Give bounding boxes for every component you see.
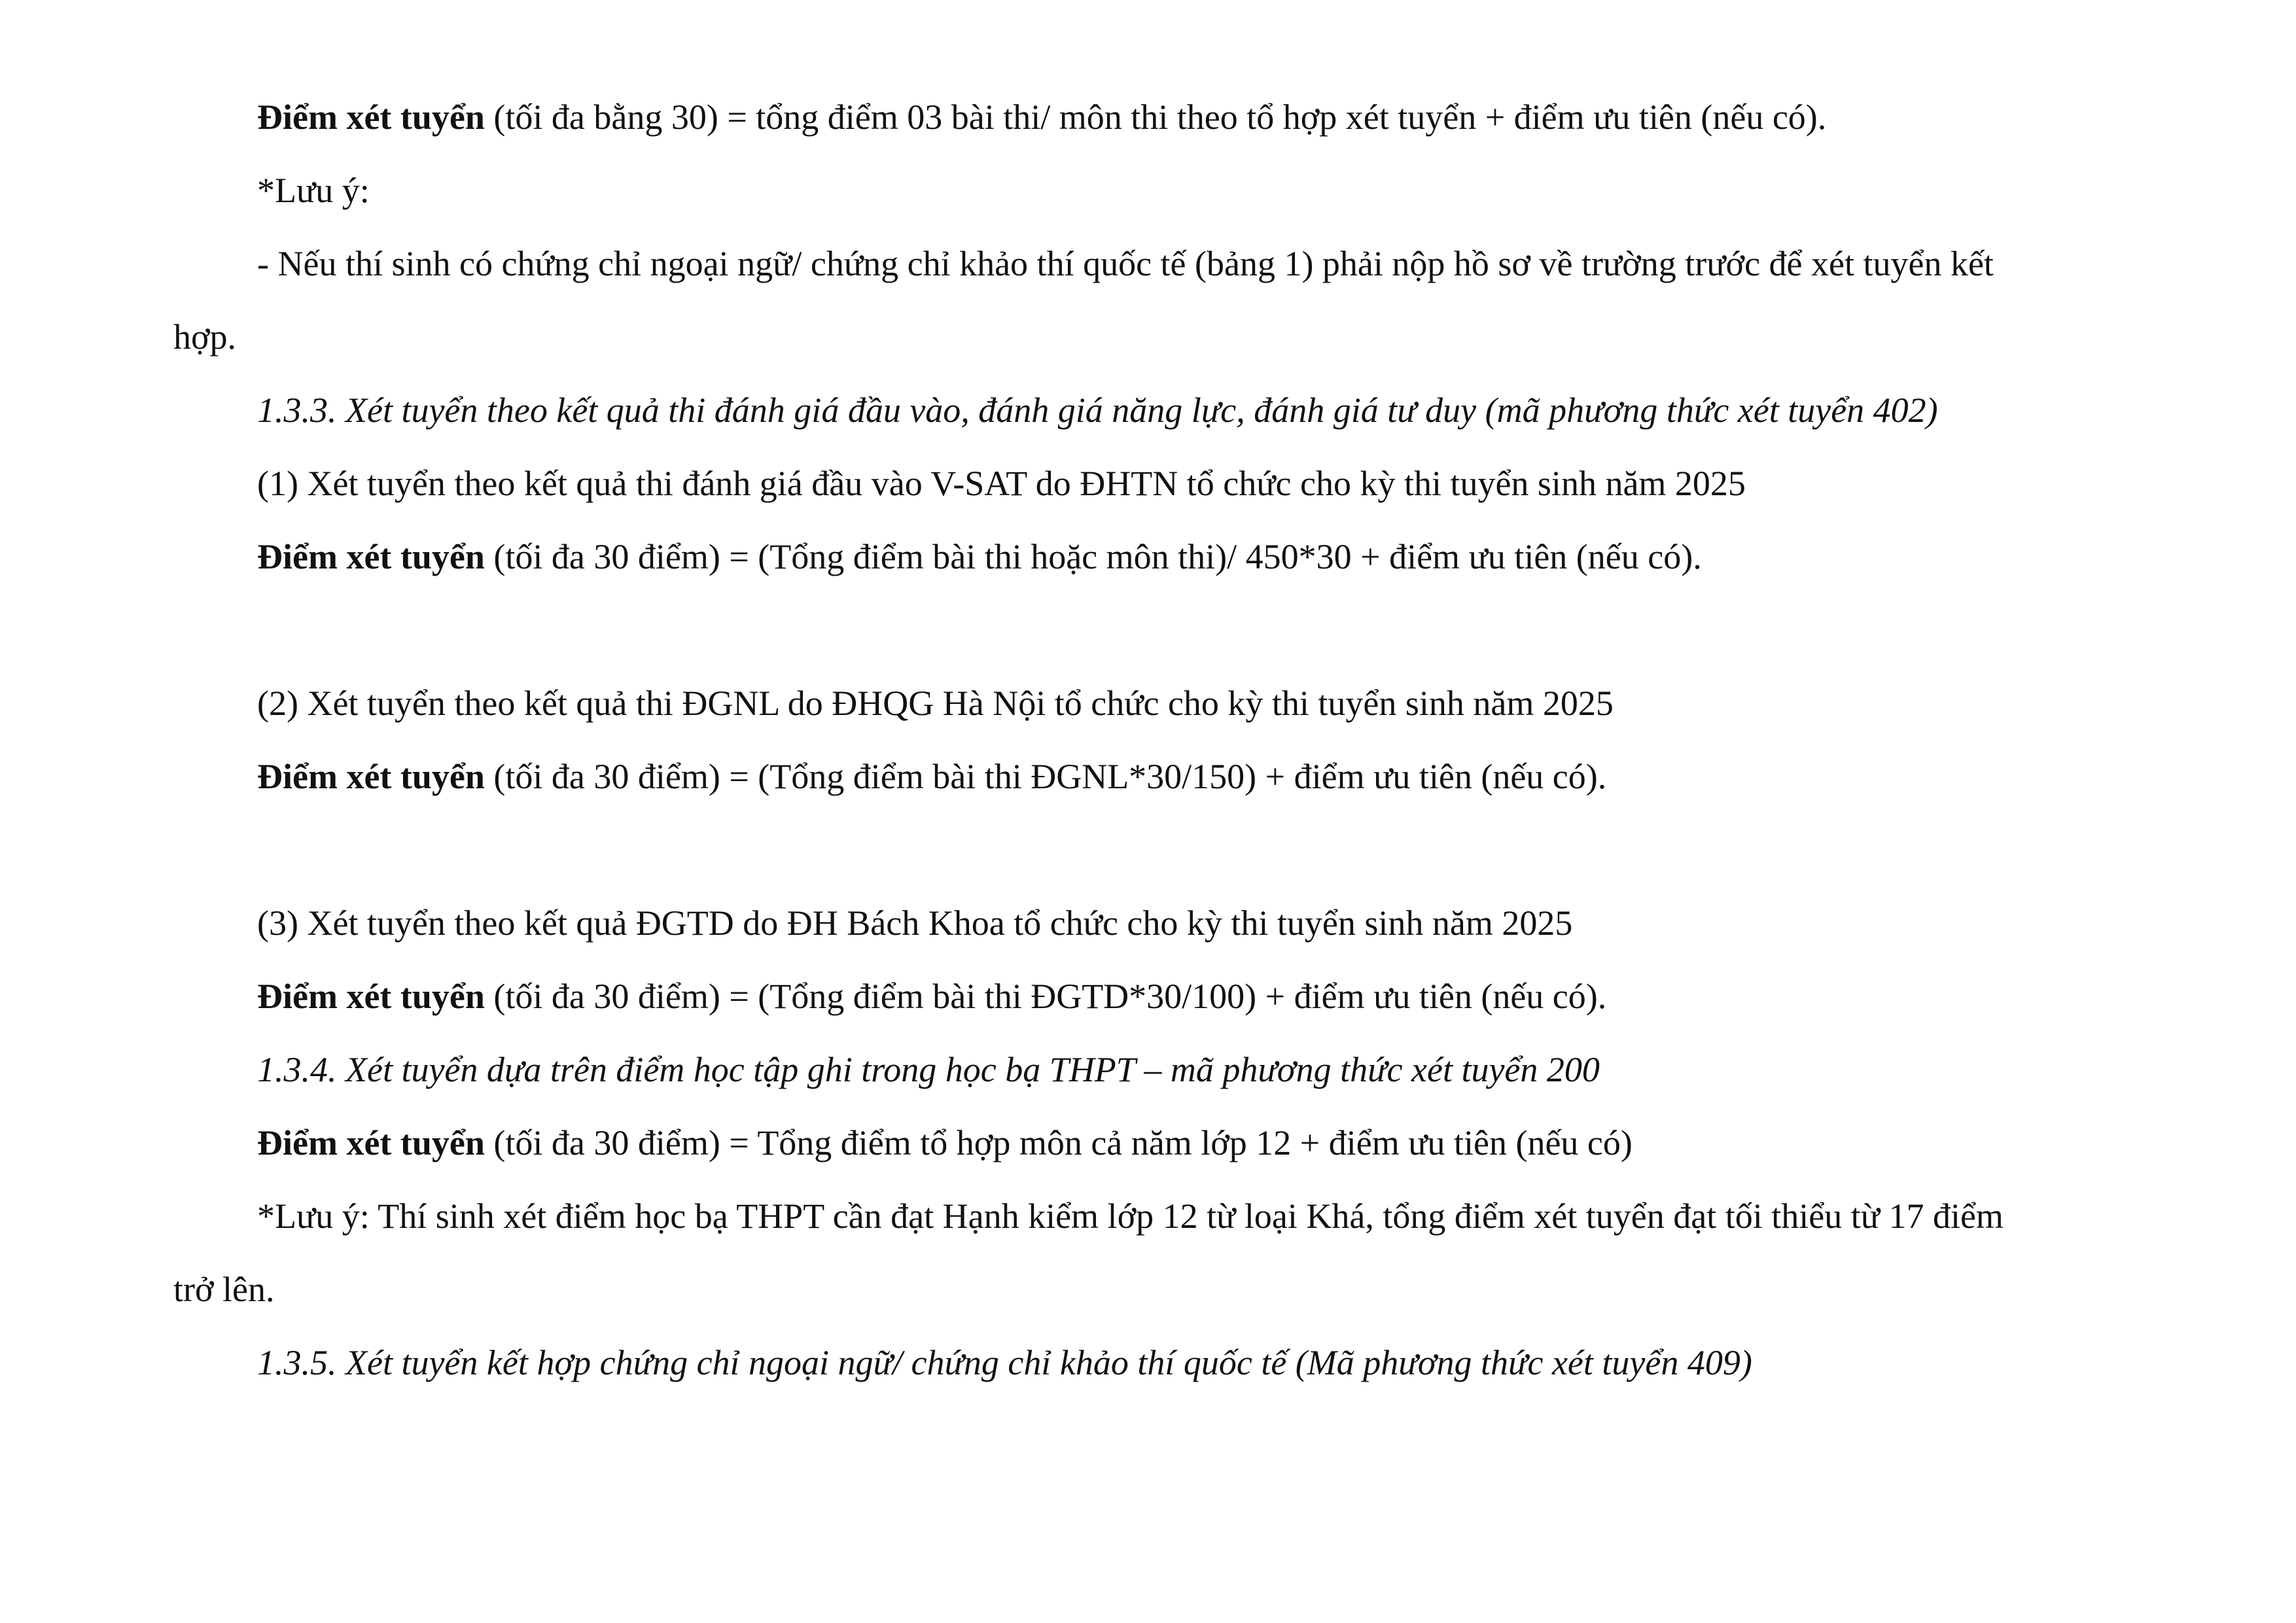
formula-text: (tối đa 30 điểm) = Tổng điểm tổ hợp môn cả năm lớp 12 + điểm ưu tiên (nếu có) <box>484 1123 1633 1162</box>
item-2-title: (2) Xét tuyển theo kết quả thi ĐGNL do ĐHQG Hà Nội tổ chức cho kỳ thi tuyển sinh năm 2025 <box>257 684 1614 723</box>
formula-text: (tối đa 30 điểm) = (Tổng điểm bài thi ĐGNL*30/150) + điểm ưu tiên (nếu có). <box>484 757 1607 796</box>
formula-text: (tối đa 30 điểm) = (Tổng điểm bài thi hoặc môn thi)/ 450*30 + điểm ưu tiên (nếu có). <box>484 537 1702 576</box>
item-1-title: (1) Xét tuyển theo kết quả thi đánh giá đầu vào V-SAT do ĐHTN tổ chức cho kỳ thi tuyển sinh năm 2025 <box>257 464 1746 503</box>
note-heading: *Lưu ý: <box>257 171 370 210</box>
note-item-line: - Nếu thí sinh có chứng chỉ ngoại ngữ/ chứng chỉ khảo thí quốc tế (bảng 1) phải nộp hồ sơ về trường trước để xét tuyển kết <box>257 244 1994 283</box>
bold-label: Điểm xét tuyển <box>257 977 485 1016</box>
item-4-formula <box>257 1122 1633 1164</box>
section-heading-1-3-3: 1.3.3. Xét tuyển theo kết quả thi đánh giá đầu vào, đánh giá năng lực, đánh giá tư duy (mã phương thức xét tuyển 402) <box>257 391 1938 430</box>
section-heading-1-3-4: 1.3.4. Xét tuyển dựa trên điểm học tập ghi trong học bạ THPT – mã phương thức xét tuyển 200 <box>257 1050 1600 1089</box>
score-formula-combination <box>257 96 1826 138</box>
bold-label: Điểm xét tuyển <box>257 1123 485 1162</box>
bold-label: Điểm xét tuyển <box>257 97 485 137</box>
item-3-formula <box>257 975 1606 1017</box>
formula-text: (tối đa 30 điểm) = (Tổng điểm bài thi ĐGTD*30/100) + điểm ưu tiên (nếu có). <box>484 977 1607 1016</box>
note-2-continuation: trở lên. <box>173 1270 275 1309</box>
item-2-formula <box>257 756 1606 797</box>
item-1-formula <box>257 536 1702 578</box>
bold-label: Điểm xét tuyển <box>257 537 485 576</box>
section-heading-1-3-5: 1.3.5. Xét tuyển kết hợp chứng chỉ ngoại ngữ/ chứng chỉ khảo thí quốc tế (Mã phương thức xét tuyển 409) <box>257 1343 1752 1382</box>
item-3-title: (3) Xét tuyển theo kết quả ĐGTD do ĐH Bách Khoa tổ chức cho kỳ thi tuyển sinh năm 2025 <box>257 903 1573 943</box>
bold-label: Điểm xét tuyển <box>257 757 485 796</box>
note-2-line: *Lưu ý: Thí sinh xét điểm học bạ THPT cần đạt Hạnh kiểm lớp 12 từ loại Khá, tổng điểm xét tuyển đạt tối thiểu từ 17 điểm <box>257 1196 2004 1236</box>
formula-text: (tối đa bằng 30) = tổng điểm 03 bài thi/ môn thi theo tổ hợp xét tuyển + điểm ưu tiên (nếu có). <box>484 97 1827 137</box>
note-item-continuation: hợp. <box>173 317 237 357</box>
